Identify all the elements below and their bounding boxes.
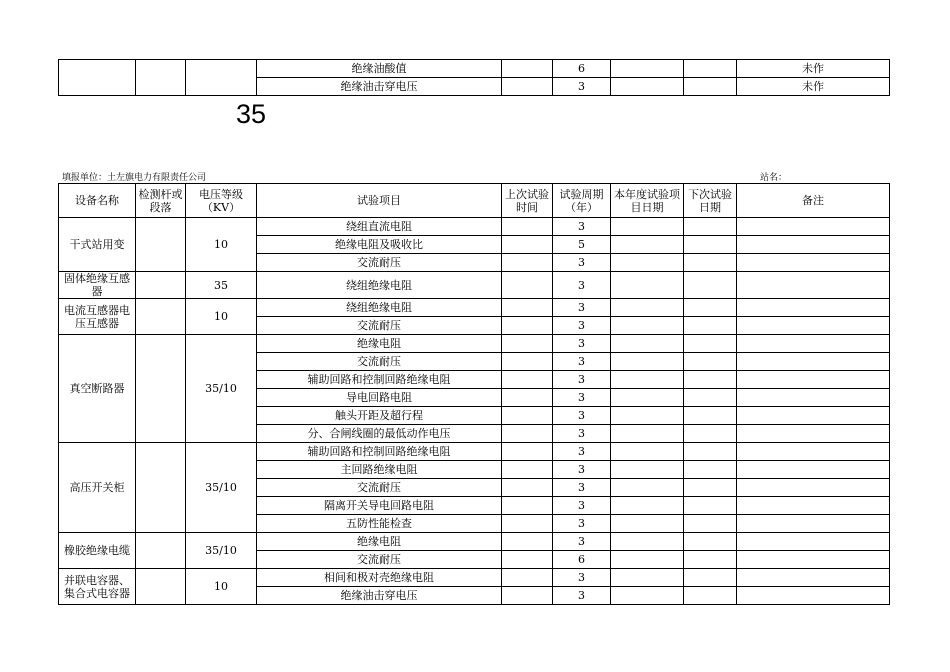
section-cell bbox=[136, 335, 186, 443]
table-row bbox=[59, 60, 890, 78]
section-cell bbox=[136, 60, 186, 96]
next-date-cell bbox=[684, 497, 737, 515]
section-cell bbox=[136, 218, 186, 272]
last-time-cell bbox=[502, 515, 553, 533]
next-date-cell bbox=[684, 254, 737, 272]
cycle-cell: 3 bbox=[553, 371, 611, 389]
remark-cell: 未作 bbox=[737, 60, 890, 78]
this-year-cell bbox=[611, 254, 684, 272]
remark-cell bbox=[737, 533, 890, 551]
header-remark: 备注 bbox=[737, 184, 890, 218]
voltage-cell bbox=[186, 60, 257, 96]
this-year-cell bbox=[611, 236, 684, 254]
cycle-cell: 3 bbox=[553, 443, 611, 461]
test-item-cell: 辅助回路和控制回路绝缘电阻 bbox=[257, 371, 502, 389]
voltage-cell: 35/10 bbox=[186, 443, 257, 533]
section-cell bbox=[136, 533, 186, 569]
next-date-cell bbox=[684, 317, 737, 335]
this-year-cell bbox=[611, 353, 684, 371]
this-year-cell bbox=[611, 515, 684, 533]
voltage-cell: 35 bbox=[186, 272, 257, 299]
remark-cell bbox=[737, 587, 890, 605]
cycle-cell: 3 bbox=[553, 587, 611, 605]
test-item-cell: 绝缘电阻及吸收比 bbox=[257, 236, 502, 254]
next-date-cell bbox=[684, 299, 737, 317]
this-year-cell bbox=[611, 407, 684, 425]
remark-cell bbox=[737, 497, 890, 515]
this-year-cell bbox=[611, 371, 684, 389]
this-year-cell bbox=[611, 461, 684, 479]
device-cell: 固体绝缘互感器 bbox=[59, 272, 136, 299]
table-row bbox=[59, 299, 890, 317]
cycle-cell: 3 bbox=[553, 425, 611, 443]
last-time-cell bbox=[502, 335, 553, 353]
test-item-cell: 绕组绝缘电阻 bbox=[257, 272, 502, 299]
table-row bbox=[59, 533, 890, 551]
cycle-cell: 3 bbox=[553, 497, 611, 515]
last-time-cell bbox=[502, 497, 553, 515]
next-date-cell bbox=[684, 479, 737, 497]
this-year-cell bbox=[611, 317, 684, 335]
last-time-cell bbox=[502, 236, 553, 254]
last-time-cell bbox=[502, 425, 553, 443]
next-date-cell bbox=[684, 60, 737, 78]
cycle-cell: 3 bbox=[553, 218, 611, 236]
test-item-cell: 交流耐压 bbox=[257, 353, 502, 371]
this-year-cell bbox=[611, 299, 684, 317]
cycle-cell: 3 bbox=[553, 317, 611, 335]
last-time-cell bbox=[502, 389, 553, 407]
remark-cell bbox=[737, 443, 890, 461]
test-item-cell: 绝缘油击穿电压 bbox=[257, 78, 502, 96]
last-time-cell bbox=[502, 272, 553, 299]
test-item-cell: 交流耐压 bbox=[257, 551, 502, 569]
voltage-cell: 10 bbox=[186, 218, 257, 272]
cycle-cell: 3 bbox=[553, 353, 611, 371]
section-cell bbox=[136, 272, 186, 299]
test-item-cell: 绕组直流电阻 bbox=[257, 218, 502, 236]
remark-cell bbox=[737, 317, 890, 335]
test-item-cell: 辅助回路和控制回路绝缘电阻 bbox=[257, 443, 502, 461]
this-year-cell bbox=[611, 533, 684, 551]
previous-page-table bbox=[58, 59, 890, 96]
cycle-cell: 3 bbox=[553, 569, 611, 587]
last-time-cell bbox=[502, 569, 553, 587]
remark-cell bbox=[737, 272, 890, 299]
test-schedule-table bbox=[58, 183, 890, 605]
remark-cell bbox=[737, 353, 890, 371]
test-item-cell: 交流耐压 bbox=[257, 254, 502, 272]
this-year-cell bbox=[611, 389, 684, 407]
test-item-cell: 交流耐压 bbox=[257, 479, 502, 497]
next-date-cell bbox=[684, 515, 737, 533]
last-time-cell bbox=[502, 60, 553, 78]
cycle-cell: 3 bbox=[553, 407, 611, 425]
this-year-cell bbox=[611, 272, 684, 299]
next-date-cell bbox=[684, 272, 737, 299]
header-test-item: 试验项目 bbox=[257, 184, 502, 218]
test-item-cell: 触头开距及超行程 bbox=[257, 407, 502, 425]
remark-cell bbox=[737, 218, 890, 236]
table-row bbox=[59, 443, 890, 461]
header-last-time: 上次试验时间 bbox=[502, 184, 553, 218]
last-time-cell bbox=[502, 461, 553, 479]
remark-cell bbox=[737, 299, 890, 317]
device-cell: 高压开关柜 bbox=[59, 443, 136, 533]
section-cell bbox=[136, 569, 186, 605]
header-section: 检测杆或段落 bbox=[136, 184, 186, 218]
header-device: 设备名称 bbox=[59, 184, 136, 218]
device-cell: 干式站用变 bbox=[59, 218, 136, 272]
last-time-cell bbox=[502, 254, 553, 272]
last-time-cell bbox=[502, 587, 553, 605]
last-time-cell bbox=[502, 299, 553, 317]
next-date-cell bbox=[684, 78, 737, 96]
next-date-cell bbox=[684, 335, 737, 353]
remark-cell bbox=[737, 461, 890, 479]
next-date-cell bbox=[684, 587, 737, 605]
cycle-cell: 5 bbox=[553, 236, 611, 254]
next-date-cell bbox=[684, 425, 737, 443]
this-year-cell bbox=[611, 551, 684, 569]
device-cell: 橡胶绝缘电缆 bbox=[59, 533, 136, 569]
this-year-cell bbox=[611, 425, 684, 443]
voltage-cell: 35/10 bbox=[186, 335, 257, 443]
next-date-cell bbox=[684, 236, 737, 254]
test-item-cell: 分、合闸线圈的最低动作电压 bbox=[257, 425, 502, 443]
last-time-cell bbox=[502, 78, 553, 96]
table-row bbox=[59, 335, 890, 353]
this-year-cell bbox=[611, 218, 684, 236]
device-cell: 真空断路器 bbox=[59, 335, 136, 443]
cycle-cell: 3 bbox=[553, 78, 611, 96]
test-item-cell: 五防性能检查 bbox=[257, 515, 502, 533]
next-date-cell bbox=[684, 533, 737, 551]
header-cycle: 试验周期（年） bbox=[553, 184, 611, 218]
next-date-cell bbox=[684, 569, 737, 587]
last-time-cell bbox=[502, 407, 553, 425]
this-year-cell bbox=[611, 60, 684, 78]
last-time-cell bbox=[502, 479, 553, 497]
next-date-cell bbox=[684, 353, 737, 371]
remark-cell bbox=[737, 335, 890, 353]
station-name-label: 站名： bbox=[760, 173, 788, 183]
this-year-cell bbox=[611, 569, 684, 587]
cycle-cell: 3 bbox=[553, 272, 611, 299]
last-time-cell bbox=[502, 353, 553, 371]
this-year-cell bbox=[611, 78, 684, 96]
remark-cell bbox=[737, 425, 890, 443]
cycle-cell: 3 bbox=[553, 479, 611, 497]
device-cell bbox=[59, 60, 136, 96]
next-date-cell bbox=[684, 443, 737, 461]
this-year-cell bbox=[611, 587, 684, 605]
fill-unit-label: 填报单位：土左旗电力有限责任公司 bbox=[62, 173, 207, 183]
test-item-cell: 隔离开关导电回路电阻 bbox=[257, 497, 502, 515]
next-date-cell bbox=[684, 551, 737, 569]
section-cell bbox=[136, 443, 186, 533]
section-cell bbox=[136, 299, 186, 335]
device-cell: 电流互感器电压互感器 bbox=[59, 299, 136, 335]
next-date-cell bbox=[684, 389, 737, 407]
this-year-cell bbox=[611, 335, 684, 353]
test-item-cell: 绝缘油酸值 bbox=[257, 60, 502, 78]
remark-cell bbox=[737, 236, 890, 254]
next-date-cell bbox=[684, 371, 737, 389]
cycle-cell: 3 bbox=[553, 389, 611, 407]
remark-cell bbox=[737, 551, 890, 569]
cycle-cell: 3 bbox=[553, 335, 611, 353]
test-item-cell: 主回路绝缘电阻 bbox=[257, 461, 502, 479]
cycle-cell: 6 bbox=[553, 551, 611, 569]
page-number: 35 bbox=[236, 99, 267, 129]
cycle-cell: 3 bbox=[553, 254, 611, 272]
remark-cell: 未作 bbox=[737, 78, 890, 96]
remark-cell bbox=[737, 515, 890, 533]
table-row bbox=[59, 218, 890, 236]
cycle-cell: 6 bbox=[553, 60, 611, 78]
this-year-cell bbox=[611, 497, 684, 515]
voltage-cell: 35/10 bbox=[186, 533, 257, 569]
voltage-cell: 10 bbox=[186, 299, 257, 335]
test-item-cell: 绝缘电阻 bbox=[257, 335, 502, 353]
device-cell: 并联电容器、集合式电容器 bbox=[59, 569, 136, 605]
last-time-cell bbox=[502, 218, 553, 236]
header-this-year: 本年度试验项目日期 bbox=[611, 184, 684, 218]
next-date-cell bbox=[684, 407, 737, 425]
cycle-cell: 3 bbox=[553, 515, 611, 533]
next-date-cell bbox=[684, 461, 737, 479]
this-year-cell bbox=[611, 443, 684, 461]
last-time-cell bbox=[502, 317, 553, 335]
cycle-cell: 3 bbox=[553, 461, 611, 479]
next-date-cell bbox=[684, 218, 737, 236]
last-time-cell bbox=[502, 443, 553, 461]
header-voltage: 电压等级（KV） bbox=[186, 184, 257, 218]
remark-cell bbox=[737, 254, 890, 272]
test-item-cell: 绕组绝缘电阻 bbox=[257, 299, 502, 317]
test-item-cell: 绝缘油击穿电压 bbox=[257, 587, 502, 605]
this-year-cell bbox=[611, 479, 684, 497]
table-row bbox=[59, 272, 890, 299]
cycle-cell: 3 bbox=[553, 533, 611, 551]
test-item-cell: 导电回路电阻 bbox=[257, 389, 502, 407]
header-next-date: 下次试验日期 bbox=[684, 184, 737, 218]
cycle-cell: 3 bbox=[553, 299, 611, 317]
test-item-cell: 绝缘电阻 bbox=[257, 533, 502, 551]
remark-cell bbox=[737, 371, 890, 389]
test-item-cell: 交流耐压 bbox=[257, 317, 502, 335]
remark-cell bbox=[737, 479, 890, 497]
voltage-cell: 10 bbox=[186, 569, 257, 605]
header-row bbox=[59, 184, 890, 218]
last-time-cell bbox=[502, 551, 553, 569]
last-time-cell bbox=[502, 533, 553, 551]
last-time-cell bbox=[502, 371, 553, 389]
test-item-cell: 相间和极对壳绝缘电阻 bbox=[257, 569, 502, 587]
remark-cell bbox=[737, 569, 890, 587]
table-row bbox=[59, 569, 890, 587]
remark-cell bbox=[737, 389, 890, 407]
remark-cell bbox=[737, 407, 890, 425]
